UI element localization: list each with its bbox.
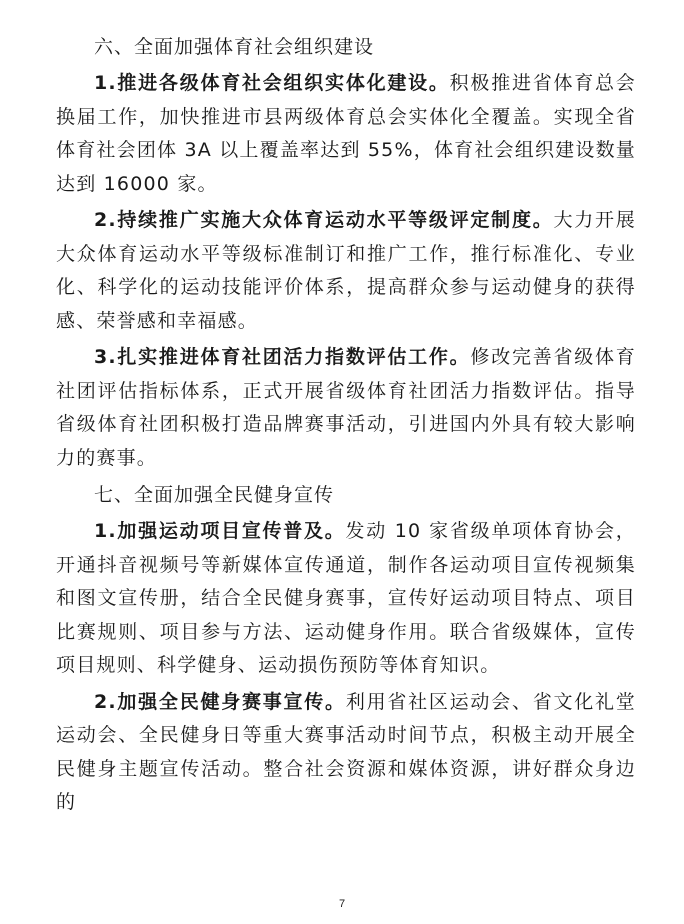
document-body — [56, 30, 636, 823]
paragraph-body: 利用省社区运动会、省文化礼堂运动会、全民健身日等重大赛事活动时间节点，积极主动开展全民健身主题宣传活动。整合社会资源和媒体资源，讲好群众身边的 — [56, 690, 636, 813]
paragraph — [56, 515, 636, 683]
paragraph-lead: 3.扎实推进体育社团活力指数评估工作。 — [94, 346, 471, 368]
paragraph-body: 大力开展大众体育运动水平等级标准制订和推广工作，推行标准化、专业化、科学化的运动技能评价体系，提高群众参与运动健身的获得感、荣誉感和幸福感。 — [56, 209, 636, 332]
paragraph-body: 修改完善省级体育社团评估指标体系，正式开展省级体育社团活力指数评估。指导省级体育社团积极打造品牌赛事活动，引进国内外具有较大影响力的赛事。 — [56, 346, 636, 469]
paragraph — [56, 204, 636, 338]
paragraph-lead: 1.加强运动项目宣传普及。 — [94, 520, 346, 542]
paragraph-lead: 2.持续推广实施大众体育运动水平等级评定制度。 — [94, 209, 554, 231]
paragraph-lead: 2.加强全民健身赛事宣传。 — [94, 690, 346, 713]
section-heading: 七、全面加强全民健身宣传 — [94, 484, 335, 506]
paragraph-body: 发动 10 家省级单项体育协会，开通抖音视频号等新媒体宣传通道，制作各运动项目宣传视频集和图文宣传册，结合全民健身赛事，宣传好运动项目特点、项目比赛规则、项目参与方法、运动健身作用。联合省级媒体，宣传项目规则、科学健身、运动损伤预防等体育知识。 — [56, 520, 636, 676]
paragraph-body: 积极推进省体育总会换届工作，加快推进市县两级体育总会实体化全覆盖。实现全省体育社会团体 3A 以上覆盖率达到 55%，体育社会组织建设数量达到 16000 家。 — [56, 72, 636, 195]
section-heading: 六、全面加强体育社会组织建设 — [94, 36, 375, 58]
paragraph — [56, 341, 636, 475]
paragraph-lead: 1.推进各级体育社会组织实体化建设。 — [94, 72, 450, 94]
paragraph — [56, 67, 636, 201]
paragraph — [56, 686, 636, 820]
page-number: 7 — [338, 898, 346, 910]
